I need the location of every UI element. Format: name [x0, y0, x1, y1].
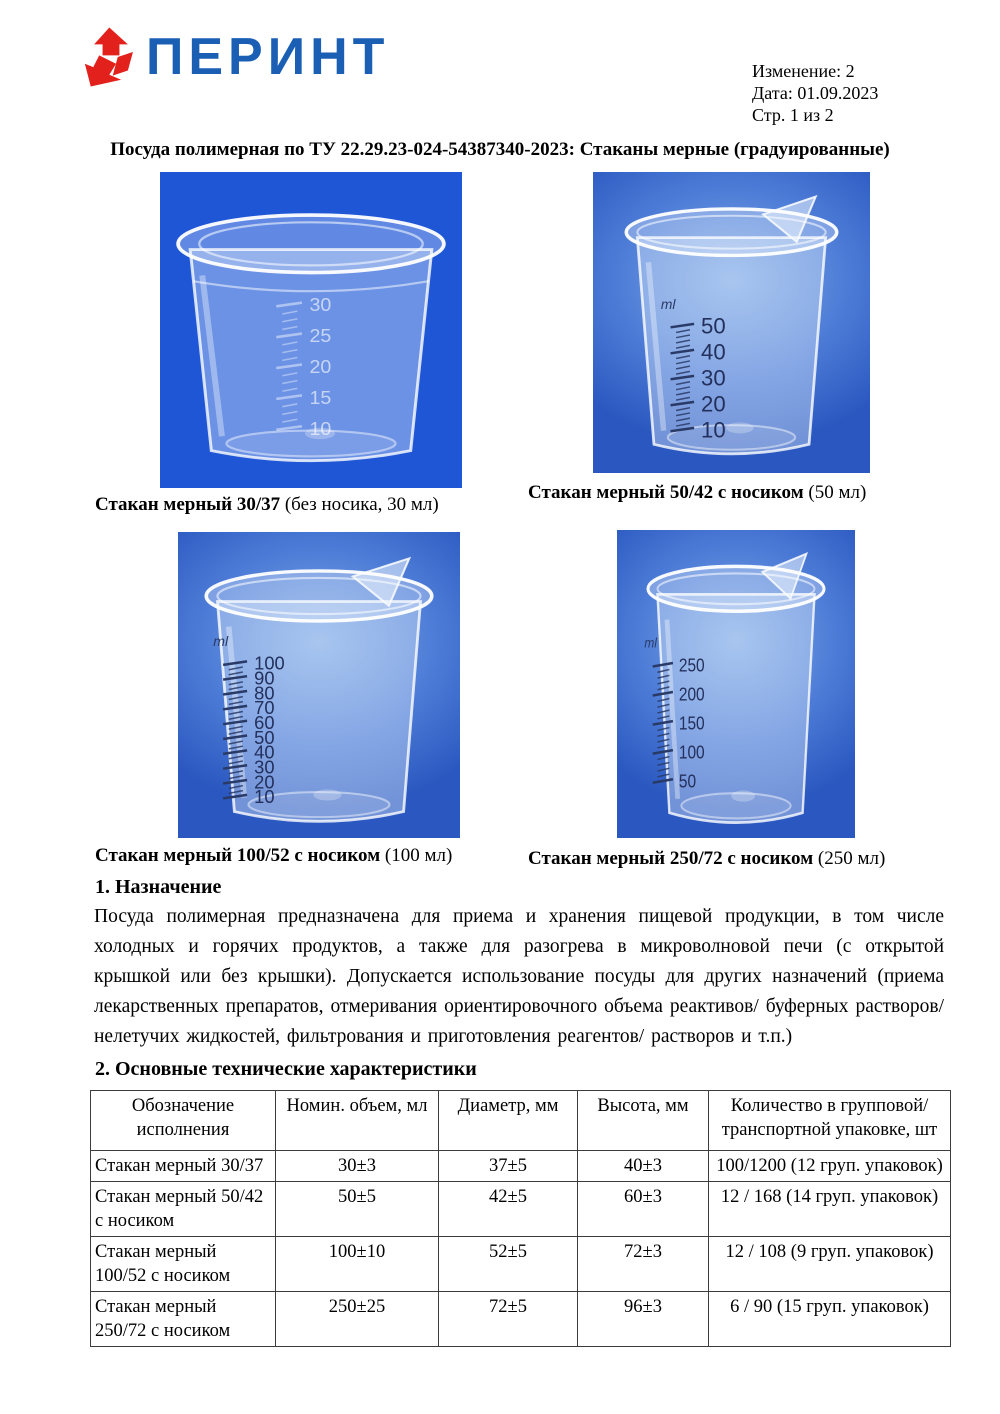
table-cell: 72±5	[439, 1292, 578, 1347]
svg-text:100: 100	[254, 653, 285, 674]
perint-logo-icon	[84, 26, 138, 88]
doc-date: Дата: 01.09.2023	[752, 83, 879, 103]
svg-text:ml: ml	[660, 296, 676, 312]
svg-text:20: 20	[254, 772, 275, 793]
measuring-cup-graphic	[593, 172, 870, 473]
section-2-heading: 2. Основные технические характеристики	[95, 1058, 477, 1080]
svg-text:40: 40	[701, 339, 726, 365]
col-header-package-qty: Количество в групповой/ транспортной упаковке, шт	[709, 1091, 951, 1151]
caption-note: (50 мл)	[803, 482, 867, 503]
svg-text:100: 100	[678, 742, 705, 763]
table-cell: 12 / 108 (9 груп. упаковок)	[709, 1237, 951, 1292]
svg-text:20: 20	[701, 391, 726, 417]
table-cell: 12 / 168 (14 груп. упаковок)	[709, 1182, 951, 1237]
svg-text:150: 150	[678, 713, 705, 734]
svg-text:30: 30	[254, 757, 275, 778]
table-cell: 40±3	[578, 1151, 709, 1182]
perint-logo	[84, 26, 389, 88]
table-cell: 100±10	[276, 1237, 439, 1292]
col-header-designation: Обозначение исполнения	[91, 1091, 276, 1151]
table-cell: 6 / 90 (15 груп. упаковок)	[709, 1292, 951, 1347]
measuring-cup-graphic	[617, 530, 855, 838]
svg-text:200: 200	[678, 684, 705, 705]
col-header-height: Высота, мм	[578, 1091, 709, 1151]
table-cell: 250±25	[276, 1292, 439, 1347]
photo-measuring-cup-50-42	[593, 172, 870, 473]
svg-text:15: 15	[309, 388, 332, 409]
caption-note: (100 мл)	[380, 845, 453, 866]
figure-caption-50-42	[528, 482, 866, 504]
svg-text:50: 50	[678, 771, 697, 792]
table-cell: 60±3	[578, 1182, 709, 1237]
figure-caption-30-37	[95, 494, 439, 516]
table-cell: 30±3	[276, 1151, 439, 1182]
svg-text:60: 60	[254, 713, 275, 733]
table-cell: 37±5	[439, 1151, 578, 1182]
doc-page-number: Стр. 1 из 2	[752, 105, 834, 125]
measuring-cup-graphic	[178, 532, 460, 838]
table-row	[91, 1237, 951, 1292]
svg-text:10: 10	[701, 417, 726, 443]
photo-measuring-cup-30-37	[160, 172, 462, 488]
svg-text:ml: ml	[644, 634, 657, 651]
photo-measuring-cup-250-72	[617, 530, 855, 838]
svg-text:70: 70	[254, 698, 275, 719]
table-cell: 50±5	[276, 1182, 439, 1237]
table-cell: Стакан мерный 250/72 с носиком	[91, 1292, 276, 1347]
svg-text:20: 20	[309, 357, 332, 378]
svg-text:10: 10	[309, 419, 332, 440]
caption-note: (250 мл)	[813, 848, 886, 869]
svg-text:25: 25	[309, 326, 332, 347]
table-cell: 42±5	[439, 1182, 578, 1237]
table-row	[91, 1292, 951, 1347]
figure-caption-250-72	[528, 848, 885, 870]
col-header-diameter: Диаметр, мм	[439, 1091, 578, 1151]
doc-info-block	[752, 60, 878, 126]
svg-text:40: 40	[254, 742, 275, 763]
table-cell: 96±3	[578, 1292, 709, 1347]
svg-text:80: 80	[254, 683, 275, 704]
caption-model: Стакан мерный 50/42 с носиком	[528, 482, 804, 503]
svg-text:250: 250	[678, 655, 705, 676]
table-cell: 52±5	[439, 1237, 578, 1292]
document-title: Посуда полимерная по ТУ 22.29.23-024-54387340-2023: Стаканы мерные (градуированные)	[110, 139, 890, 160]
svg-text:10: 10	[254, 787, 275, 808]
table-row	[91, 1182, 951, 1237]
measuring-cup-graphic	[160, 172, 462, 488]
brand-text: ПЕРИНТ	[146, 28, 390, 86]
photo-measuring-cup-100-52	[178, 532, 460, 838]
svg-text:30: 30	[701, 365, 726, 391]
table-cell: 72±3	[578, 1237, 709, 1292]
table-cell: Стакан мерный 100/52 с носиком	[91, 1237, 276, 1292]
col-header-volume: Номин. объем, мл	[276, 1091, 439, 1151]
svg-text:30: 30	[309, 295, 332, 317]
table-cell: Стакан мерный 30/37	[91, 1151, 276, 1182]
caption-model: Стакан мерный 100/52 с носиком	[95, 845, 381, 866]
table-cell: Стакан мерный 50/42 с носиком	[91, 1182, 276, 1237]
table-header-row	[91, 1091, 951, 1151]
caption-model: Стакан мерный 30/37	[95, 494, 281, 515]
caption-note: (без носика, 30 мл)	[280, 494, 439, 515]
svg-text:90: 90	[254, 668, 275, 689]
svg-text:50: 50	[701, 313, 726, 339]
svg-text:ml: ml	[213, 633, 229, 650]
figure-caption-100-52	[95, 845, 452, 867]
table-row	[91, 1151, 951, 1182]
section-1-heading: 1. Назначение	[95, 876, 222, 898]
caption-model: Стакан мерный 250/72 с носиком	[528, 848, 814, 869]
table-cell: 100/1200 (12 груп. упаковок)	[709, 1151, 951, 1182]
spec-table	[90, 1090, 951, 1347]
svg-text:50: 50	[254, 727, 275, 748]
doc-revision: Изменение: 2	[752, 61, 855, 81]
section-1-body: Посуда полимерная предназначена для приема и хранения пищевой продукции, в том числе холодных и горячих продуктов, а также для разогрева в микроволновой печи (с открытой крышкой или без крышки). Допускается использование посуды для других назначений (приема лекарственных препаратов, отмеривания ориентировочного объема реактивов/ буферных растворов/ нелетучих жидкостей, фильтрования и приготовления реагентов/ растворов и т.п.)	[94, 906, 944, 1047]
